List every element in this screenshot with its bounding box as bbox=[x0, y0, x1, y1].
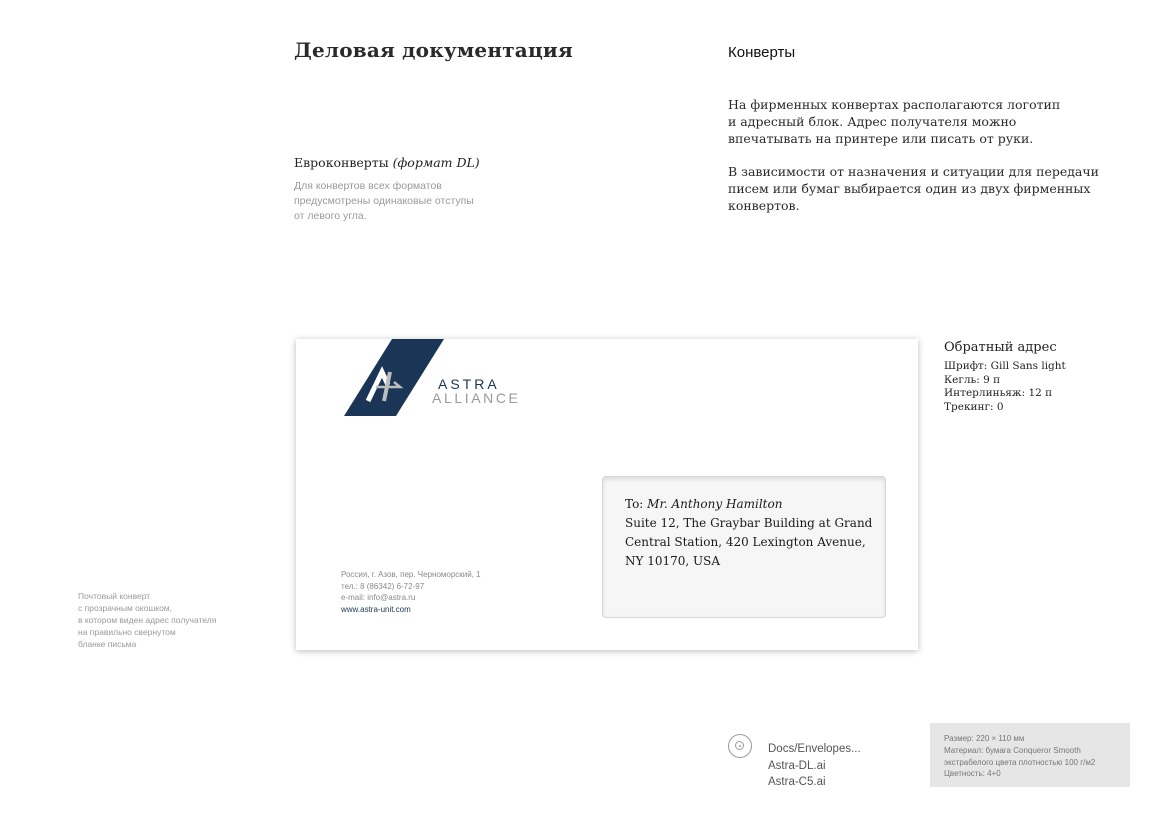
recipient-name: Mr. Anthony Hamilton bbox=[647, 497, 783, 511]
side-note bbox=[78, 590, 228, 650]
spec-font: Шрифт: Gill Sans light bbox=[944, 360, 1066, 372]
page-title: Деловая документация bbox=[294, 38, 573, 62]
file-folder[interactable]: Docs/Envelopes... bbox=[768, 743, 861, 755]
paper-size: Размер: 220 × 110 мм bbox=[944, 734, 1025, 743]
to-label: To: bbox=[625, 497, 648, 511]
paper-material-detail: экстрабелого цвета плотностью 100 г/м2 bbox=[944, 757, 1096, 767]
return-phone: тел.: 8 (86342) 6-72-97 bbox=[341, 581, 425, 591]
file-list bbox=[768, 741, 861, 791]
return-specs-list bbox=[944, 360, 1066, 414]
paper-material: Материал: бумага Conqueror Smooth bbox=[944, 745, 1081, 755]
side-note-line: на правильно свернутом bbox=[78, 627, 176, 637]
logo-wordmark-astra: ASTRA bbox=[438, 376, 500, 392]
side-note-line: с прозрачным окошком, bbox=[78, 603, 173, 613]
spec-leading: Интерлиньяж: 12 п bbox=[944, 387, 1053, 399]
section-title: Конверты bbox=[728, 44, 796, 61]
recipient-address-line-3: NY 10170, USA bbox=[625, 554, 721, 568]
file-astra-c5[interactable]: Astra-C5.ai bbox=[768, 776, 826, 788]
paper-colors: Цветность: 4+0 bbox=[944, 769, 1001, 779]
euro-envelope-description: Для конвертов всех форматов предусмотрены одинаковые отступы от левого угла. bbox=[294, 180, 474, 222]
euro-envelope-format: (формат DL) bbox=[392, 155, 480, 170]
spec-size: Кегль: 9 п bbox=[944, 373, 1001, 386]
return-address-block bbox=[341, 569, 481, 615]
return-address-line: Россия, г. Азов, пер. Черноморский, 1 bbox=[341, 570, 481, 579]
astra-logo-icon bbox=[344, 339, 446, 417]
envelope-mockup bbox=[296, 339, 918, 650]
paper-specs-text bbox=[944, 733, 1130, 780]
file-astra-dl[interactable]: Astra-DL.ai bbox=[768, 759, 826, 772]
disc-icon bbox=[728, 734, 752, 758]
recipient-address-line-2: Central Station, 420 Lexington Avenue, bbox=[625, 535, 866, 549]
intro-paragraph-2: В зависимости от назначения и ситуации для передачи писем или бумаг выбирается один из двух фирменных конвертов. bbox=[728, 164, 1099, 213]
euro-envelope-title-text: Евроконверты bbox=[294, 155, 393, 170]
recipient-name-line bbox=[625, 495, 872, 514]
address-window bbox=[602, 476, 886, 618]
return-email: e-mail: info@astra.ru bbox=[341, 593, 416, 602]
return-website: www.astra-unit.com bbox=[341, 604, 411, 614]
euro-envelope-title bbox=[294, 155, 480, 170]
spec-tracking: Трекинг: 0 bbox=[944, 400, 1004, 413]
recipient-address bbox=[625, 495, 872, 571]
side-note-line: бланке письма bbox=[78, 639, 137, 649]
side-note-line: Почтовый конверт bbox=[78, 591, 151, 601]
intro-paragraph-1: На фирменных конвертах располагаются логотип и адресный блок. Адрес получателя можно впечатывать на принтере или писать от руки. bbox=[728, 97, 1061, 146]
paper-specs-box bbox=[930, 723, 1130, 787]
side-note-line: в котором виден адрес получателя bbox=[78, 615, 217, 625]
logo-wordmark-alliance: ALLIANCE bbox=[432, 390, 521, 406]
return-specs-title: Обратный адрес bbox=[944, 340, 1057, 355]
recipient-address-line-1: Suite 12, The Graybar Building at Grand bbox=[625, 516, 873, 530]
